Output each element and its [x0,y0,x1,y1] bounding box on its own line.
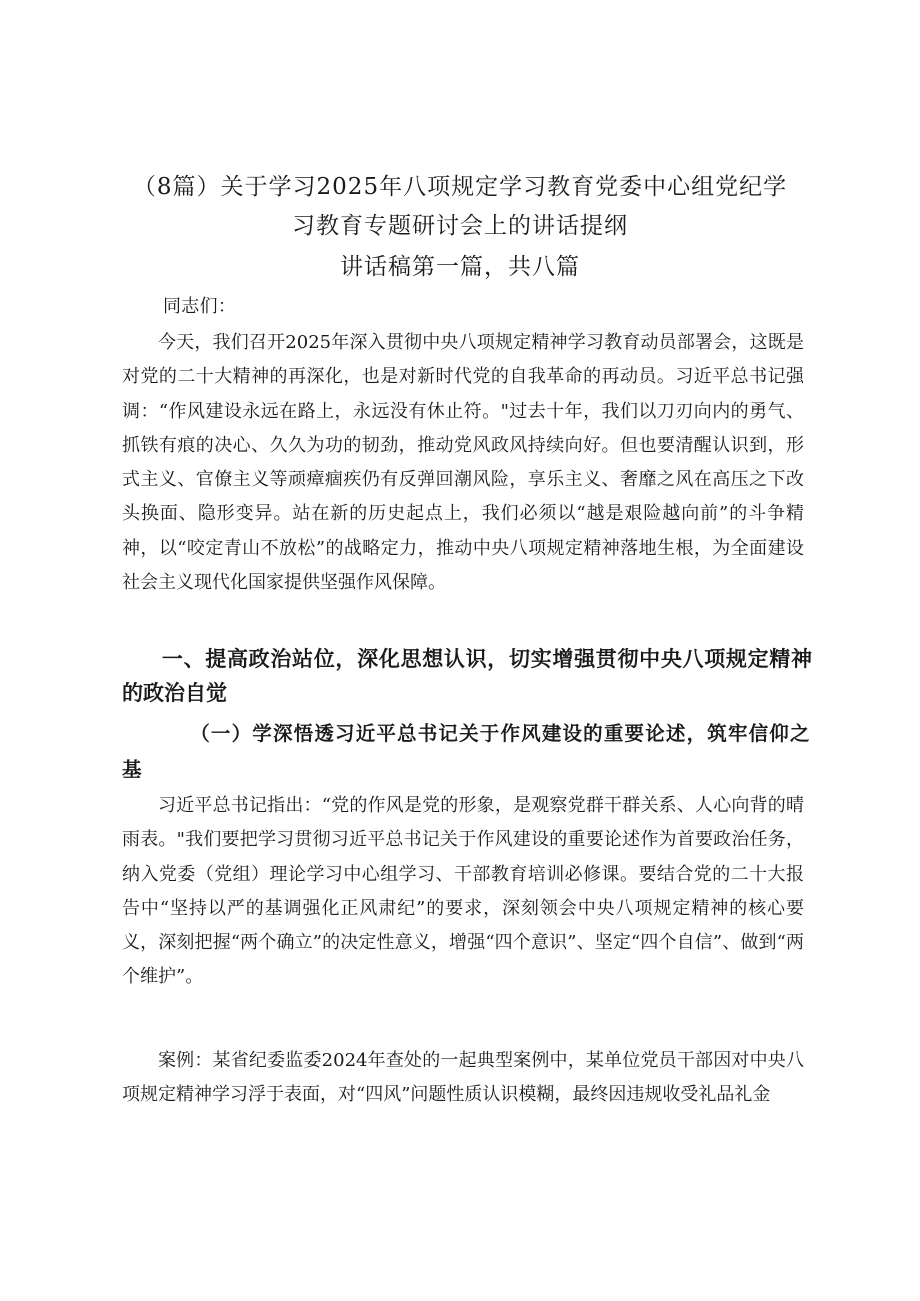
greeting: 同志们： [163,296,237,317]
body-paragraph-2: 习近平总书记指出：“党的作风是党的形象，是观察党群干群关系、人心向背的晴雨表。"我们要把学习贯彻习近平总书记关于作风建设的重要论述作为首要政治任务，纳入党委（党组）理论学习中心组学习、干部教育培训必修课。要结合党的二十大报告中“坚持以严的基调强化正风肃纪”的要求，深刻领会中央八项规定精神的核心要义，深刻把握“两个确立”的决定性意义，增强“四个意识”、坚定“四个自信”、做到“两个维护”。 [122,795,804,988]
document-title-line-1: （8篇）关于学习2025年八项规定学习教育党委中心组党纪学 [132,174,788,200]
document-subtitle: 讲话稿第一篇，共八篇 [340,254,580,280]
subsection-heading-1: （一）学深悟透习近平总书记关于作风建设的重要论述，筑牢信仰之基 [122,722,810,781]
document-title-line-2: 习教育专题研讨会上的讲话提纲 [292,213,628,239]
intro-paragraph: 今天，我们召开2025年深入贯彻中央八项规定精神学习教育动员部署会，这既是对党的二十大精神的再深化，也是对新时代党的自我革命的再动员。习近平总书记强调：“作风建设永远在路上，永远没有休止符。"过去十年，我们以刀刃向内的勇气、抓铁有痕的决心、久久为功的韧劲，推动党风政风持续向好。但也要清醒认识到，形式主义、官僚主义等顽瘴痼疾仍有反弹回潮风险，享乐主义、奢靡之风在高压之下改头换面、隐形变异。站在新的历史起点上，我们必须以“越是艰险越向前”的斗争精神，以“咬定青山不放松”的战略定力，推动中央八项规定精神落地生根，为全面建设社会主义现代化国家提供坚强作风保障。 [122,332,804,594]
case-paragraph: 案例：某省纪委监委2024年查处的一起典型案例中，某单位党员干部因对中央八项规定精神学习浮于表面，对“四风”问题性质认识模糊，最终因违规收受礼品礼金 [122,1050,804,1106]
section-heading-1: 一、提高政治站位，深化思想认识，切实增强贯彻中央八项规定精神的政治自觉 [122,647,812,705]
